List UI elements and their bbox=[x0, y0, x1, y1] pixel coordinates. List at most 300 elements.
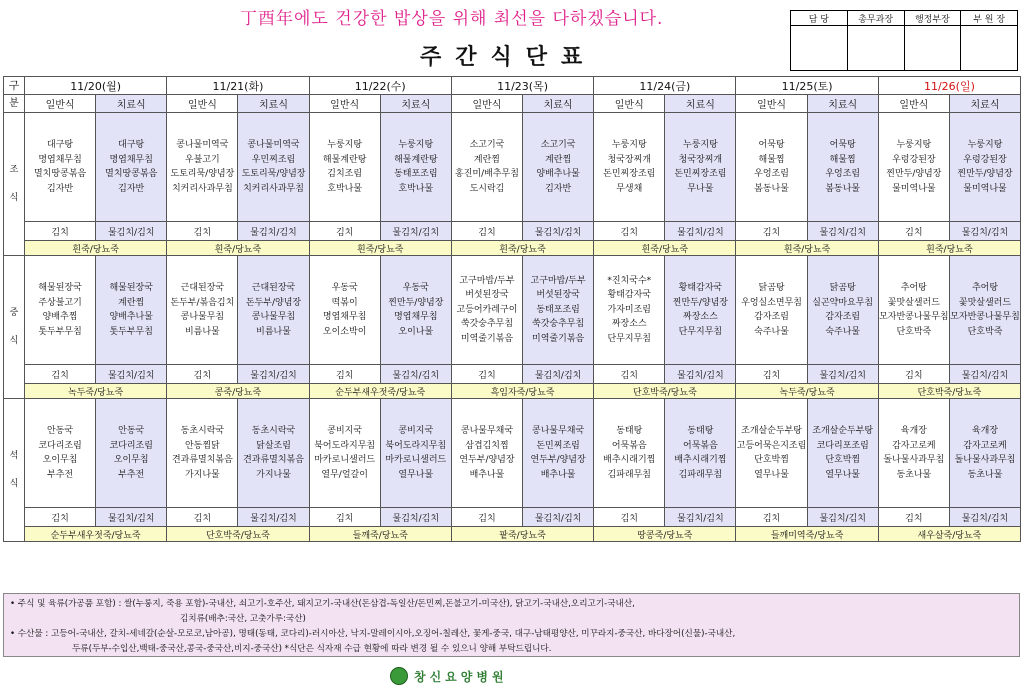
type-general: 일반식 bbox=[878, 95, 949, 113]
dish-item: 열무/얼갈이 bbox=[321, 469, 368, 480]
dish-item: 코다리포조림 bbox=[816, 440, 869, 451]
dish-item: 육개장 bbox=[971, 426, 999, 436]
dish-item: 누룽지탕 bbox=[967, 140, 1003, 150]
porridge-cell: 흰죽/당뇨죽 bbox=[878, 241, 1020, 256]
general-menu-cell bbox=[594, 256, 665, 365]
dish-item: 배추시래기찜 bbox=[603, 455, 656, 465]
dish-item: 마카로니샐러드 bbox=[385, 455, 447, 465]
day-date: 11/20(월) bbox=[25, 77, 167, 95]
dish-item: 북어도라지무침 bbox=[385, 440, 447, 451]
note-line: 김치류(배추:국산, 고춧가루:국산) bbox=[180, 614, 306, 624]
dish-item: 명엽채무침 bbox=[38, 154, 82, 165]
dish-item: 닭살조림 bbox=[256, 440, 291, 451]
kimchi-general: 김치 bbox=[736, 365, 807, 384]
dish-item: 찐만두/양념장 bbox=[672, 297, 728, 308]
dish-item: 동초나물 bbox=[896, 469, 932, 480]
dish-item: 어묵볶음 bbox=[683, 440, 718, 451]
dish-item: 주상불고기 bbox=[38, 297, 82, 308]
type-general: 일반식 bbox=[309, 95, 380, 113]
dish-item: 도시락김 bbox=[469, 183, 505, 194]
dish-item: 감자고로케 bbox=[963, 440, 1007, 451]
kimchi-general: 김치 bbox=[451, 365, 522, 384]
type-therapeutic: 치료식 bbox=[807, 95, 878, 113]
kimchi-therapeutic: 물김치/김치 bbox=[665, 365, 736, 384]
therapeutic-menu-cell bbox=[807, 399, 878, 508]
dish-item: 돈두부/볶음김치 bbox=[170, 297, 235, 308]
dish-item: 찐만두/양념장 bbox=[388, 297, 444, 308]
dish-item: 청국장찌개 bbox=[607, 154, 651, 165]
corner-bottom: 분 bbox=[4, 95, 25, 113]
dish-item: 콩비지국 bbox=[327, 426, 363, 436]
therapeutic-menu-cell bbox=[96, 113, 167, 222]
dish-item: 추어탕 bbox=[971, 283, 999, 293]
dish-item: *진치국수* bbox=[607, 275, 652, 286]
kimchi-therapeutic: 물김치/김치 bbox=[807, 365, 878, 384]
dish-item: 감자고로케 bbox=[892, 440, 936, 451]
dish-item: 쑥갓숭추무침 bbox=[532, 319, 585, 330]
dish-item: 돌나물사과무침 bbox=[883, 455, 945, 465]
porridge-cell: 흰죽/당뇨죽 bbox=[25, 241, 167, 256]
dish-item: 치커리사과무침 bbox=[171, 183, 233, 194]
dish-item: 안동국 bbox=[118, 426, 145, 436]
porridge-cell: 흰죽/당뇨죽 bbox=[309, 241, 451, 256]
therapeutic-menu-cell bbox=[238, 399, 309, 508]
dish-item: 배추나물 bbox=[540, 469, 576, 480]
day-date: 11/21(화) bbox=[167, 77, 309, 95]
kimchi-therapeutic: 물김치/김치 bbox=[665, 222, 736, 241]
kimchi-general: 김치 bbox=[309, 365, 380, 384]
type-therapeutic: 치료식 bbox=[949, 95, 1020, 113]
signature-cell bbox=[961, 26, 1018, 71]
signature-cell bbox=[791, 26, 848, 71]
dish-item: 안동찜닭 bbox=[184, 440, 220, 451]
dish-item: 동태탕 bbox=[616, 426, 643, 436]
dish-item: 톳두부무침 bbox=[109, 326, 153, 337]
porridge-cell: 흰죽/당뇨죽 bbox=[736, 241, 878, 256]
dish-item: 북어도라지무침 bbox=[314, 440, 376, 451]
dish-item: 무나물 bbox=[687, 183, 714, 194]
dish-item: 계란찜 bbox=[473, 154, 500, 165]
dish-item: 동태포조림 bbox=[394, 169, 438, 179]
porridge-cell: 콩죽/당뇨죽 bbox=[167, 384, 309, 399]
therapeutic-menu-cell bbox=[380, 256, 451, 365]
dish-item: 콩나물미역국 bbox=[247, 140, 300, 150]
dish-item: 해물된장국 bbox=[38, 283, 82, 293]
dish-item: 근대된장국 bbox=[180, 283, 225, 293]
dish-item: 꽃맛살샐러드 bbox=[887, 297, 940, 308]
kimchi-general: 김치 bbox=[878, 222, 949, 241]
dish-item: 해물된장국 bbox=[109, 283, 153, 293]
dish-item: 김자반 bbox=[545, 183, 572, 194]
kimchi-general: 김치 bbox=[167, 222, 238, 241]
slogan: 丁酉年에도 건강한 밥상을 위해 최선을 다하겠습니다. bbox=[240, 9, 664, 29]
kimchi-general: 김치 bbox=[451, 222, 522, 241]
dish-item: 도토리묵/양념장 bbox=[170, 169, 235, 179]
general-menu-cell bbox=[736, 113, 807, 222]
dish-item: 황태감자국 bbox=[607, 290, 651, 301]
dish-item: 멸치땅콩볶음 bbox=[33, 169, 87, 179]
dish-item: 도토리묵/양념장 bbox=[241, 169, 306, 179]
kimchi-general: 김치 bbox=[594, 222, 665, 241]
porridge-cell: 순두부새우젓죽/당뇨죽 bbox=[309, 384, 451, 399]
signature-cell bbox=[847, 26, 904, 71]
porridge-cell: 단호박죽/당뇨죽 bbox=[878, 384, 1020, 399]
dish-item: 대구탕 bbox=[118, 140, 145, 150]
dish-item: 봄동나물 bbox=[825, 183, 861, 194]
kimchi-therapeutic: 물김치/김치 bbox=[949, 508, 1020, 527]
dish-item: 코다리조림 bbox=[109, 440, 153, 451]
dish-item: 우엉조림 bbox=[754, 169, 789, 179]
kimchi-therapeutic: 물김치/김치 bbox=[238, 365, 309, 384]
dish-item: 버섯된장국 bbox=[536, 290, 580, 301]
dish-item: 가지나물 bbox=[256, 469, 291, 480]
dish-item: 동태탕 bbox=[687, 426, 714, 436]
dish-item: 우동국 bbox=[402, 283, 429, 293]
dish-item: 청국장찌개 bbox=[678, 154, 723, 165]
note-line: 두류(두부-수입산,백태-중국산,콩국-중국산,비지-중국산) *식단은 식자재 수급 현황에 따라 변경 될 수 있으니 양해 부탁드립니다. bbox=[72, 644, 552, 654]
therapeutic-menu-cell bbox=[807, 256, 878, 365]
dish-item: 열무나물 bbox=[825, 469, 861, 480]
dish-item: 단호박찜 bbox=[754, 455, 789, 465]
dish-item: 미역줄기볶음 bbox=[532, 333, 585, 344]
type-general: 일반식 bbox=[736, 95, 807, 113]
general-menu-cell bbox=[25, 399, 96, 508]
dish-item: 해물찜 bbox=[758, 154, 785, 165]
hospital-name: 창신요양병원 bbox=[414, 669, 508, 684]
dish-item: 삼겹김치찜 bbox=[465, 440, 509, 451]
day-date: 11/24(금) bbox=[594, 77, 736, 95]
meal-label: 조 식 bbox=[4, 113, 25, 256]
dish-item: 양배추나물 bbox=[536, 169, 580, 179]
dish-item: 동초나물 bbox=[967, 469, 1003, 480]
therapeutic-menu-cell bbox=[523, 399, 594, 508]
day-date: 11/23(목) bbox=[451, 77, 593, 95]
dish-item: 콩나물무채국 bbox=[460, 426, 514, 436]
dish-item: 우엉실소면무침 bbox=[741, 297, 802, 308]
general-menu-cell bbox=[451, 113, 522, 222]
kimchi-therapeutic: 물김치/김치 bbox=[807, 222, 878, 241]
dish-item: 추어탕 bbox=[900, 283, 927, 293]
dish-item: 해물찜 bbox=[829, 154, 856, 165]
approval-label: 행정부장 bbox=[904, 11, 961, 26]
dish-item: 연두부/양념장 bbox=[530, 455, 586, 465]
kimchi-therapeutic: 물김치/김치 bbox=[807, 508, 878, 527]
general-menu-cell bbox=[309, 256, 380, 365]
type-general: 일반식 bbox=[167, 95, 238, 113]
porridge-cell: 들깨미역죽/당뇨죽 bbox=[736, 527, 878, 542]
dish-item: 명엽채무침 bbox=[394, 312, 438, 322]
therapeutic-menu-cell bbox=[949, 256, 1020, 365]
dish-item: 김치조림 bbox=[327, 169, 363, 179]
dish-item: 고구마밥/두부 bbox=[459, 275, 515, 286]
therapeutic-menu-cell bbox=[665, 113, 736, 222]
dish-item: 숙주나물 bbox=[825, 326, 861, 337]
therapeutic-menu-cell bbox=[807, 113, 878, 222]
therapeutic-menu-cell bbox=[380, 399, 451, 508]
dish-item: 물미역나물 bbox=[963, 183, 1007, 194]
dish-item: 김자반 bbox=[47, 183, 74, 194]
dish-item: 단호박죽 bbox=[896, 326, 932, 337]
dish-item: 누룽지탕 bbox=[611, 140, 647, 150]
general-menu-cell bbox=[167, 113, 238, 222]
kimchi-general: 김치 bbox=[736, 508, 807, 527]
dish-item: 동태포조림 bbox=[536, 304, 580, 315]
day-date: 11/25(토) bbox=[736, 77, 878, 95]
approval-label: 담 당 bbox=[791, 11, 848, 26]
dish-item: 해물계란탕 bbox=[394, 154, 438, 165]
kimchi-general: 김치 bbox=[309, 508, 380, 527]
dish-item: 돈민찌장조림 bbox=[603, 169, 656, 179]
dish-item: 톳두부무침 bbox=[38, 326, 82, 337]
dish-item: 우불고기 bbox=[184, 154, 220, 165]
dish-item: 견과류멸치볶음 bbox=[171, 455, 233, 465]
kimchi-therapeutic: 물김치/김치 bbox=[665, 508, 736, 527]
dish-item: 짜장소스 bbox=[611, 319, 647, 330]
kimchi-therapeutic: 물김치/김치 bbox=[380, 508, 451, 527]
dish-item: 어묵볶음 bbox=[611, 440, 647, 451]
dish-item: 돈민찌조림 bbox=[536, 440, 580, 451]
dish-item: 단호박찜 bbox=[825, 455, 861, 465]
approval-label: 총무과장 bbox=[847, 11, 904, 26]
dish-item: 황태감자국 bbox=[678, 283, 723, 293]
kimchi-general: 김치 bbox=[25, 508, 96, 527]
dish-item: 비름나물 bbox=[256, 326, 291, 337]
hospital-logo-icon bbox=[390, 667, 408, 685]
kimchi-therapeutic: 물김치/김치 bbox=[96, 222, 167, 241]
kimchi-therapeutic: 물김치/김치 bbox=[949, 222, 1020, 241]
dish-item: 무생채 bbox=[616, 183, 643, 194]
kimchi-general: 김치 bbox=[25, 222, 96, 241]
footer bbox=[390, 667, 508, 685]
dish-item: 계란찜 bbox=[118, 297, 145, 308]
type-general: 일반식 bbox=[451, 95, 522, 113]
dish-item: 열무나물 bbox=[398, 469, 434, 480]
signature-cell bbox=[904, 26, 961, 71]
kimchi-therapeutic: 물김치/김치 bbox=[238, 222, 309, 241]
dish-item: 배추시래기찜 bbox=[674, 455, 727, 465]
dish-item: 고등어카레구이 bbox=[456, 304, 518, 315]
dish-item: 돈두부/양념장 bbox=[245, 297, 302, 308]
kimchi-general: 김치 bbox=[167, 508, 238, 527]
porridge-cell: 녹두죽/당뇨죽 bbox=[736, 384, 878, 399]
porridge-cell: 흰죽/당뇨죽 bbox=[451, 241, 593, 256]
porridge-cell: 순두부새우젓죽/당뇨죽 bbox=[25, 527, 167, 542]
kimchi-general: 김치 bbox=[309, 222, 380, 241]
general-menu-cell bbox=[736, 256, 807, 365]
dish-item: 숙주나물 bbox=[754, 326, 789, 337]
dish-item: 동초시락국 bbox=[180, 426, 225, 436]
dish-item: 오이소박이 bbox=[322, 326, 367, 337]
dish-item: 열무나물 bbox=[754, 469, 789, 480]
dish-item: 돈민찌장조림 bbox=[674, 169, 727, 179]
kimchi-therapeutic: 물김치/김치 bbox=[949, 365, 1020, 384]
dish-item: 가자미조림 bbox=[607, 304, 651, 315]
kimchi-therapeutic: 물김치/김치 bbox=[380, 222, 451, 241]
dish-item: 양배추나물 bbox=[109, 312, 153, 322]
therapeutic-menu-cell bbox=[380, 113, 451, 222]
dish-item: 연두부/양념장 bbox=[459, 455, 515, 465]
therapeutic-menu-cell bbox=[96, 256, 167, 365]
approval-box bbox=[790, 10, 1018, 71]
dish-item: 콩나물무침 bbox=[251, 312, 296, 322]
therapeutic-menu-cell bbox=[523, 256, 594, 365]
therapeutic-menu-cell bbox=[949, 113, 1020, 222]
dish-item: 누룽지탕 bbox=[896, 140, 932, 150]
type-therapeutic: 치료식 bbox=[380, 95, 451, 113]
dish-item: 비름나물 bbox=[184, 326, 220, 337]
dish-item: 홍진미/배추무침 bbox=[455, 169, 519, 179]
dish-item: 봄동나물 bbox=[754, 183, 789, 194]
approval-label: 부 원 장 bbox=[961, 11, 1018, 26]
dish-item: 짜장소스 bbox=[683, 312, 718, 322]
dish-item: 콩나물무침 bbox=[180, 312, 225, 322]
dish-item: 누룽지탕 bbox=[683, 140, 718, 150]
dish-item: 부추전 bbox=[118, 469, 145, 480]
dish-item: 감자조림 bbox=[754, 312, 789, 322]
general-menu-cell bbox=[309, 113, 380, 222]
dish-item: 어묵탕 bbox=[829, 140, 856, 150]
dish-item: 콩비지국 bbox=[398, 426, 434, 436]
dish-item: 우렁강된장 bbox=[963, 154, 1007, 165]
dish-item: 떡볶이 bbox=[331, 297, 358, 308]
dish-item: 가지나물 bbox=[184, 469, 220, 480]
therapeutic-menu-cell bbox=[96, 399, 167, 508]
porridge-cell: 흰죽/당뇨죽 bbox=[167, 241, 309, 256]
dish-item: 양배추찜 bbox=[42, 312, 78, 322]
dish-item: 고구마밥/두부 bbox=[530, 275, 586, 286]
kimchi-therapeutic: 물김치/김치 bbox=[523, 222, 594, 241]
dish-item: 근대된장국 bbox=[251, 283, 296, 293]
note-line: • 주식 및 육류(가공품 포함) : 쌀(누룽지, 죽용 포함)-국내산, 쇠고기-호주산, 돼지고기-국내산(돈삼겹-독일산/돈민찌,돈불고기-미국산), 닭고기-국내산,오리고기-국내산, bbox=[10, 599, 635, 609]
porridge-cell: 단호박죽/당뇨죽 bbox=[594, 384, 736, 399]
dish-item: 명엽채무침 bbox=[109, 154, 153, 165]
kimchi-therapeutic: 물김치/김치 bbox=[96, 508, 167, 527]
dish-item: 버섯된장국 bbox=[465, 290, 509, 301]
dish-item: 누룽지탕 bbox=[398, 140, 434, 150]
dish-item: 호박나물 bbox=[398, 183, 434, 194]
corner-top: 구 bbox=[4, 77, 25, 95]
dish-item: 꽃맛살샐러드 bbox=[958, 297, 1012, 308]
dish-item: 오이나물 bbox=[398, 326, 434, 337]
therapeutic-menu-cell bbox=[949, 399, 1020, 508]
kimchi-therapeutic: 물김치/김치 bbox=[238, 508, 309, 527]
kimchi-therapeutic: 물김치/김치 bbox=[523, 365, 594, 384]
porridge-cell: 땅콩죽/당뇨죽 bbox=[594, 527, 736, 542]
dish-item: 오이무침 bbox=[42, 455, 78, 465]
dish-item: 단무지무침 bbox=[607, 333, 651, 344]
dish-item: 단호박죽 bbox=[967, 326, 1003, 337]
general-menu-cell bbox=[736, 399, 807, 508]
general-menu-cell bbox=[878, 399, 949, 508]
general-menu-cell bbox=[167, 399, 238, 508]
kimchi-general: 김치 bbox=[594, 508, 665, 527]
porridge-cell: 새우살죽/당뇨죽 bbox=[878, 527, 1020, 542]
meal-label: 석 식 bbox=[4, 399, 25, 542]
porridge-cell: 단호박죽/당뇨죽 bbox=[167, 527, 309, 542]
general-menu-cell bbox=[594, 399, 665, 508]
general-menu-cell bbox=[594, 113, 665, 222]
dish-item: 우동국 bbox=[331, 283, 358, 293]
general-menu-cell bbox=[878, 256, 949, 365]
dish-item: 명엽채무침 bbox=[322, 312, 367, 322]
dish-item: 멸치땅콩볶음 bbox=[105, 169, 158, 179]
dish-item: 우민찌조림 bbox=[251, 154, 296, 165]
dish-item: 조개살순두부탕 bbox=[812, 426, 874, 436]
dish-item: 고등어묵은지조림 bbox=[736, 440, 807, 451]
day-date: 11/22(수) bbox=[309, 77, 451, 95]
porridge-cell: 팥죽/당뇨죽 bbox=[451, 527, 593, 542]
dish-item: 콩나물미역국 bbox=[176, 140, 229, 150]
general-menu-cell bbox=[167, 256, 238, 365]
dish-item: 김파래무침 bbox=[678, 469, 723, 480]
porridge-cell: 들깨죽/당뇨죽 bbox=[309, 527, 451, 542]
kimchi-general: 김치 bbox=[451, 508, 522, 527]
dish-item: 쑥갓숭추무침 bbox=[460, 319, 514, 330]
dish-item: 계란찜 bbox=[545, 154, 572, 165]
dish-item: 오이무침 bbox=[113, 455, 149, 465]
general-menu-cell bbox=[878, 113, 949, 222]
general-menu-cell bbox=[25, 113, 96, 222]
kimchi-therapeutic: 물김치/김치 bbox=[523, 508, 594, 527]
origin-notes bbox=[3, 593, 1020, 657]
dish-item: 미역줄기볶음 bbox=[460, 333, 514, 344]
dish-item: 감자조림 bbox=[825, 312, 861, 322]
kimchi-therapeutic: 물김치/김치 bbox=[96, 365, 167, 384]
dish-item: 누룽지탕 bbox=[327, 140, 363, 150]
day-date: 11/26(일) bbox=[878, 77, 1020, 95]
dish-item: 소고기국 bbox=[540, 140, 576, 150]
dish-item: 어묵탕 bbox=[758, 140, 785, 150]
dish-item: 호박나물 bbox=[327, 183, 363, 194]
dish-item: 코다리조림 bbox=[38, 440, 82, 451]
type-general: 일반식 bbox=[594, 95, 665, 113]
dish-item: 대구탕 bbox=[47, 140, 74, 150]
therapeutic-menu-cell bbox=[665, 399, 736, 508]
general-menu-cell bbox=[309, 399, 380, 508]
dish-item: 찐만두/양념장 bbox=[886, 169, 942, 179]
therapeutic-menu-cell bbox=[238, 256, 309, 365]
dish-item: 단무지무침 bbox=[678, 326, 723, 337]
dish-item: 소고기국 bbox=[469, 140, 505, 150]
dish-item: 찐만두/양념장 bbox=[957, 169, 1013, 179]
dish-item: 우엉조림 bbox=[825, 169, 861, 179]
porridge-cell: 흑임자죽/당뇨죽 bbox=[451, 384, 593, 399]
dish-item: 닭곰탕 bbox=[829, 283, 856, 293]
dish-item: 해물계란탕 bbox=[322, 154, 367, 165]
dish-item: 치커리사과무침 bbox=[243, 183, 304, 194]
dish-item: 실곤약마요무침 bbox=[812, 297, 874, 308]
type-general: 일반식 bbox=[25, 95, 96, 113]
kimchi-general: 김치 bbox=[167, 365, 238, 384]
general-menu-cell bbox=[451, 256, 522, 365]
dish-item: 동초시락국 bbox=[251, 426, 296, 436]
porridge-cell: 녹두죽/당뇨죽 bbox=[25, 384, 167, 399]
type-therapeutic: 치료식 bbox=[665, 95, 736, 113]
dish-item: 조개살순두부탕 bbox=[741, 426, 802, 436]
dish-item: 육개장 bbox=[900, 426, 927, 436]
kimchi-general: 김치 bbox=[736, 222, 807, 241]
kimchi-general: 김치 bbox=[594, 365, 665, 384]
dish-item: 모자반콩나물무침 bbox=[879, 312, 949, 322]
therapeutic-menu-cell bbox=[238, 113, 309, 222]
therapeutic-menu-cell bbox=[665, 256, 736, 365]
kimchi-general: 김치 bbox=[878, 508, 949, 527]
general-menu-cell bbox=[451, 399, 522, 508]
dish-item: 김파래무침 bbox=[607, 469, 651, 480]
porridge-cell: 흰죽/당뇨죽 bbox=[594, 241, 736, 256]
dish-item: 김자반 bbox=[118, 183, 145, 194]
type-therapeutic: 치료식 bbox=[96, 95, 167, 113]
